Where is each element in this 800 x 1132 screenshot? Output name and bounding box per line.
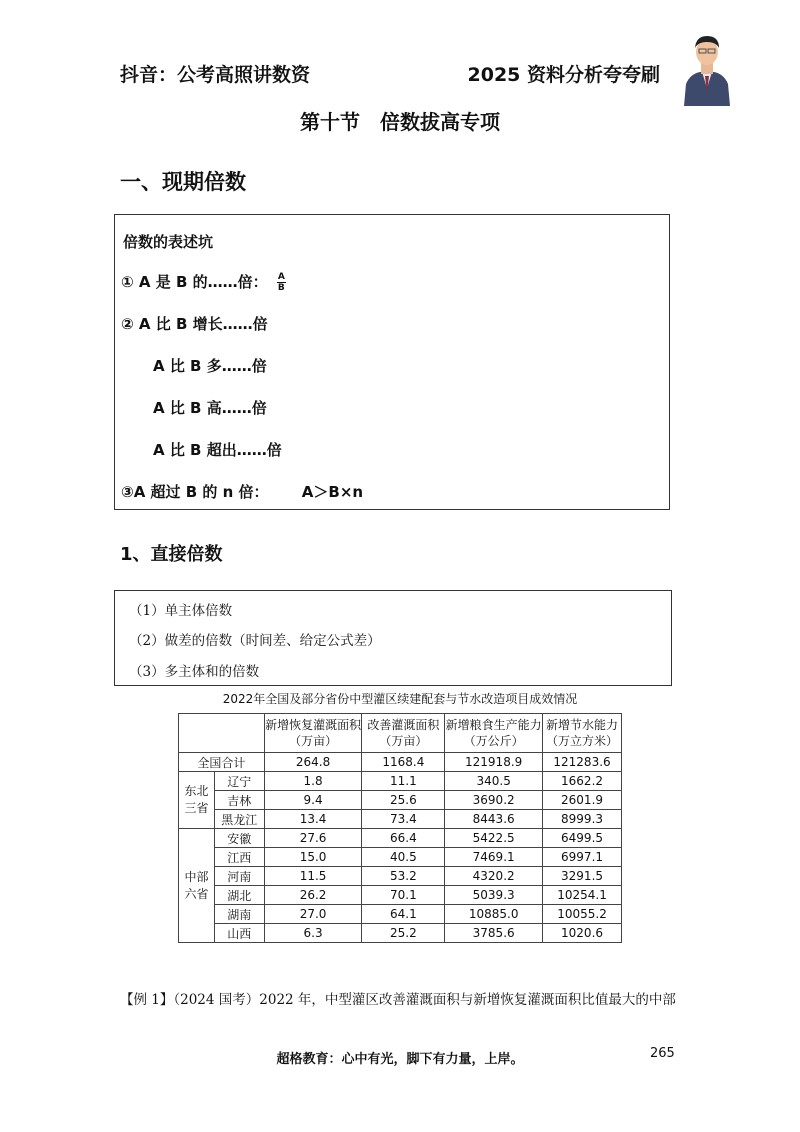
table-cell: 3690.2 bbox=[445, 791, 543, 810]
table-row bbox=[179, 867, 622, 886]
table-row bbox=[179, 772, 622, 791]
table-cell: 3785.6 bbox=[445, 924, 543, 943]
table-cell: 5039.3 bbox=[445, 886, 543, 905]
table-cell: 15.0 bbox=[264, 848, 362, 867]
table-cell: 1.8 bbox=[264, 772, 362, 791]
box1-item3-formula: A＞B×n bbox=[301, 483, 364, 501]
table-cell: 27.0 bbox=[264, 905, 362, 924]
table-cell: 10254.1 bbox=[543, 886, 622, 905]
box1-title: 倍数的表述坑 bbox=[123, 233, 214, 251]
example-question: 【例 1】（2024 国考）2022 年，中型灌区改善灌溉面积与新增恢复灌溉面积比值最大的中部 bbox=[120, 992, 676, 1008]
section-title: 第十节 倍数拔高专项 bbox=[300, 110, 500, 134]
row-label: 全国合计 bbox=[179, 753, 265, 772]
table-row bbox=[179, 886, 622, 905]
table-cell: 53.2 bbox=[362, 867, 445, 886]
table-cell: 7469.1 bbox=[445, 848, 543, 867]
box1-item2: ② A 比 B 增长……倍 bbox=[121, 315, 268, 333]
table-cell: 340.5 bbox=[445, 772, 543, 791]
region-label: 中部六省 bbox=[179, 829, 215, 943]
table-cell: 3291.5 bbox=[543, 867, 622, 886]
header-right-text: 2025 资料分析夸夸刷 bbox=[467, 64, 660, 86]
table-corner-cell bbox=[179, 714, 265, 753]
page-number: 265 bbox=[650, 1046, 675, 1061]
fraction-denominator: B bbox=[277, 283, 285, 293]
table-cell: 4320.2 bbox=[445, 867, 543, 886]
table-cell: 25.2 bbox=[362, 924, 445, 943]
column-header: 新增节水能力（万立方米） bbox=[543, 714, 622, 753]
table-cell: 64.1 bbox=[362, 905, 445, 924]
box2-item: （3）多主体和的倍数 bbox=[129, 664, 260, 680]
row-label: 山西 bbox=[214, 924, 264, 943]
fraction-numerator: A bbox=[277, 272, 285, 282]
table-cell: 1020.6 bbox=[543, 924, 622, 943]
table-row bbox=[179, 791, 622, 810]
table-cell: 8999.3 bbox=[543, 810, 622, 829]
table-cell: 6997.1 bbox=[543, 848, 622, 867]
column-header: 新增粮食生产能力（万公斤） bbox=[445, 714, 543, 753]
box1-item3-text: ③A 超过 B 的 n 倍： bbox=[121, 483, 269, 501]
column-header: 新增恢复灌溉面积（万亩） bbox=[264, 714, 362, 753]
table-cell: 1662.2 bbox=[543, 772, 622, 791]
table-cell: 121283.6 bbox=[543, 753, 622, 772]
table-cell: 26.2 bbox=[264, 886, 362, 905]
box1-item1 bbox=[121, 271, 286, 293]
table-cell: 6.3 bbox=[264, 924, 362, 943]
row-label: 江西 bbox=[214, 848, 264, 867]
table-row bbox=[179, 905, 622, 924]
table-cell: 121918.9 bbox=[445, 753, 543, 772]
table-row bbox=[179, 753, 622, 772]
table-cell: 11.1 bbox=[362, 772, 445, 791]
table-cell: 40.5 bbox=[362, 848, 445, 867]
table-row bbox=[179, 829, 622, 848]
table-cell: 1168.4 bbox=[362, 753, 445, 772]
table-cell: 5422.5 bbox=[445, 829, 543, 848]
box1-item2c: A 比 B 超出……倍 bbox=[153, 441, 282, 459]
direct-multiple-box bbox=[114, 590, 672, 686]
column-header: 改善灌溉面积（万亩） bbox=[362, 714, 445, 753]
table-cell: 6499.5 bbox=[543, 829, 622, 848]
table-header-row bbox=[179, 714, 622, 753]
table-cell: 70.1 bbox=[362, 886, 445, 905]
footer-slogan: 超格教育：心中有光，脚下有力量，上岸。 bbox=[276, 1052, 524, 1067]
row-label: 湖南 bbox=[214, 905, 264, 924]
table-row bbox=[179, 848, 622, 867]
table-cell: 8443.6 bbox=[445, 810, 543, 829]
box1-item3 bbox=[121, 481, 363, 502]
presenter-avatar bbox=[678, 32, 736, 106]
row-label: 安徽 bbox=[214, 829, 264, 848]
row-label: 吉林 bbox=[214, 791, 264, 810]
table-cell: 11.5 bbox=[264, 867, 362, 886]
table-cell: 2601.9 bbox=[543, 791, 622, 810]
box1-item2a: A 比 B 多……倍 bbox=[153, 357, 267, 375]
fraction-a-over-b bbox=[277, 272, 286, 293]
table-cell: 27.6 bbox=[264, 829, 362, 848]
table-cell: 10885.0 bbox=[445, 905, 543, 924]
box2-item: （2）做差的倍数（时间差、给定公式差） bbox=[129, 633, 381, 649]
box2-item: （1）单主体倍数 bbox=[129, 603, 233, 619]
row-label: 辽宁 bbox=[214, 772, 264, 791]
table-row bbox=[179, 924, 622, 943]
header-left-text: 抖音：公考高照讲数资 bbox=[120, 64, 311, 86]
table-cell: 73.4 bbox=[362, 810, 445, 829]
table-cell: 13.4 bbox=[264, 810, 362, 829]
table-row bbox=[179, 810, 622, 829]
row-label: 湖北 bbox=[214, 886, 264, 905]
table-cell: 9.4 bbox=[264, 791, 362, 810]
table-cell: 10055.2 bbox=[543, 905, 622, 924]
box1-item1-text: ① A 是 B 的……倍： bbox=[121, 273, 268, 291]
row-label: 黑龙江 bbox=[214, 810, 264, 829]
table-title: 2022年全国及部分省份中型灌区续建配套与节水改造项目成效情况 bbox=[222, 692, 578, 706]
table-cell: 25.6 bbox=[362, 791, 445, 810]
row-label: 河南 bbox=[214, 867, 264, 886]
table-cell: 264.8 bbox=[264, 753, 362, 772]
heading-direct-multiple: 1、直接倍数 bbox=[120, 544, 223, 565]
box1-item2b: A 比 B 高……倍 bbox=[153, 399, 267, 417]
irrigation-data-table bbox=[178, 713, 622, 943]
region-label: 东北三省 bbox=[179, 772, 215, 829]
heading-current-multiple: 一、现期倍数 bbox=[120, 170, 246, 194]
table-cell: 66.4 bbox=[362, 829, 445, 848]
multiple-expression-box bbox=[114, 214, 670, 510]
